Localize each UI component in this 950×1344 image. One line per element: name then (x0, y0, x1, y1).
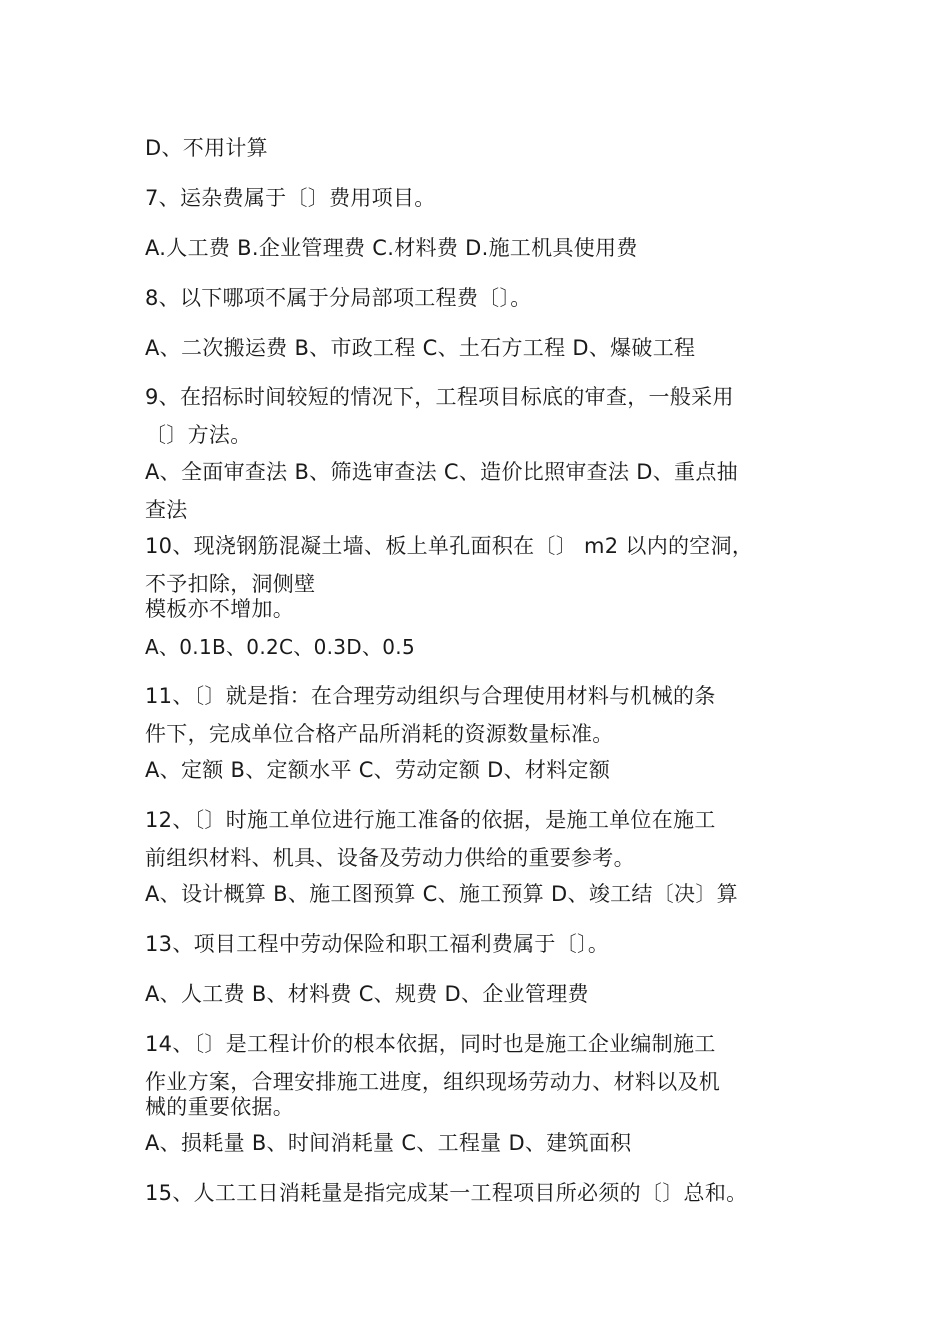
question-10-line-3: 模板亦不增加。 (145, 597, 295, 621)
options-9-line-1: A、全面审查法 B、筛选审查法 C、造价比照审查法 D、重点抽 (145, 460, 738, 484)
question-9-line-1: 9、在招标时间较短的情况下，工程项目标底的审查，一般采用 (145, 385, 734, 409)
question-9-line-2: 〔〕方法。 (145, 423, 252, 447)
question-13: 13、项目工程中劳动保险和职工福利费属于〔〕。 (145, 932, 610, 956)
question-12-line-2: 前组织材料、机具、设备及劳动力供给的重要参考。 (145, 846, 635, 870)
options-11: A、定额 B、定额水平 C、劳动定额 D、材料定额 (145, 758, 611, 782)
question-14-line-2: 作业方案，合理安排施工进度，组织现场劳动力、材料以及机 (145, 1070, 721, 1094)
option-line: D、不用计算 (145, 136, 268, 160)
question-8: 8、以下哪项不属于分局部项工程费〔〕。 (145, 286, 532, 310)
options-13: A、人工费 B、材料费 C、规费 D、企业管理费 (145, 982, 589, 1006)
options-10: A、0.1B、0.2C、0.3D、0.5 (145, 635, 415, 659)
options-12: A、设计概算 B、施工图预算 C、施工预算 D、竣工结〔决〕算 (145, 882, 738, 906)
options-7: A.人工费 B.企业管理费 C.材料费 D.施工机具使用费 (145, 236, 638, 260)
question-14-line-1: 14、〔〕是工程计价的根本依据，同时也是施工企业编制施工 (145, 1032, 716, 1056)
question-10-line-1: 10、现浇钢筋混凝土墙、板上单孔面积在〔〕 m2 以内的空洞， (145, 534, 754, 558)
question-15: 15、人工工日消耗量是指完成某一工程项目所必须的〔〕总和。 (145, 1181, 748, 1205)
options-14: A、损耗量 B、时间消耗量 C、工程量 D、建筑面积 (145, 1131, 632, 1155)
options-9-line-2: 查法 (145, 498, 188, 522)
question-14-line-3: 械的重要依据。 (145, 1095, 295, 1119)
question-12-line-1: 12、〔〕时施工单位进行施工准备的依据，是施工单位在施工 (145, 808, 716, 832)
options-8: A、二次搬运费 B、市政工程 C、土石方工程 D、爆破工程 (145, 336, 696, 360)
question-10-line-2: 不予扣除，洞侧壁 (145, 572, 316, 596)
question-11-line-1: 11、〔〕就是指：在合理劳动组织与合理使用材料与机械的条 (145, 684, 716, 708)
question-7: 7、运杂费属于〔〕费用项目。 (145, 186, 436, 210)
question-11-line-2: 件下，完成单位合格产品所消耗的资源数量标准。 (145, 722, 614, 746)
